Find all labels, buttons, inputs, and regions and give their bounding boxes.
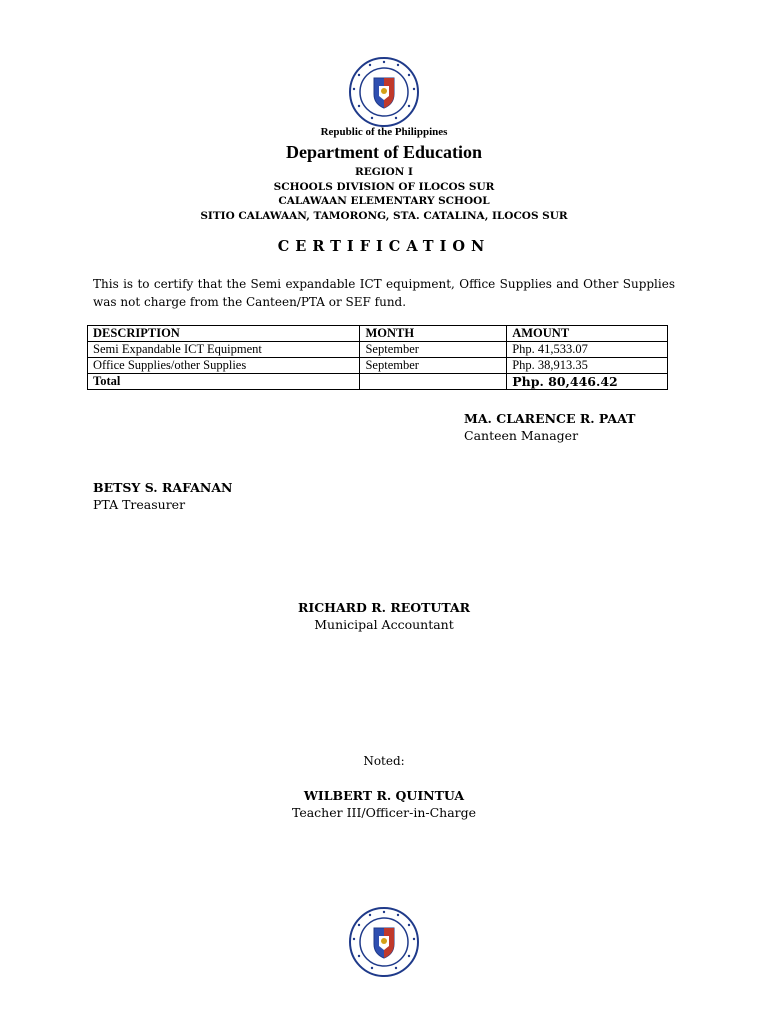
column-header-month: MONTH bbox=[360, 326, 507, 342]
division-line: SCHOOLS DIVISION OF ILOCOS SUR bbox=[273, 180, 495, 193]
signatory-role: PTA Treasurer bbox=[93, 497, 186, 512]
signatory-canteen-manager bbox=[464, 411, 635, 443]
signatory-name: BETSY S. RAFANAN bbox=[93, 480, 233, 495]
signatory-role: Municipal Accountant bbox=[314, 617, 454, 632]
total-amount: Php. 80,446.42 bbox=[507, 374, 668, 390]
column-header-description: DESCRIPTION bbox=[88, 326, 360, 342]
cell-amount: Php. 38,913.35 bbox=[507, 358, 668, 374]
total-label: Total bbox=[88, 374, 360, 390]
deped-seal-icon bbox=[348, 906, 420, 978]
signatory-name: MA. CLARENCE R. PAAT bbox=[464, 411, 636, 426]
signatory-officer-in-charge bbox=[0, 788, 768, 820]
column-header-amount: AMOUNT bbox=[507, 326, 668, 342]
signatory-role: Teacher III/Officer-in-Charge bbox=[291, 805, 477, 820]
deped-seal-icon bbox=[348, 56, 420, 128]
cell-description: Office Supplies/other Supplies bbox=[88, 358, 360, 374]
total-month bbox=[360, 374, 507, 390]
region-line: REGION I bbox=[355, 166, 413, 178]
department-name: Department of Education bbox=[286, 142, 482, 162]
signatory-role: Canteen Manager bbox=[464, 428, 579, 443]
table-row bbox=[88, 358, 668, 374]
signatory-municipal-accountant bbox=[0, 600, 768, 632]
cell-month: September bbox=[360, 358, 507, 374]
cell-description: Semi Expandable ICT Equipment bbox=[88, 342, 360, 358]
noted-label: Noted: bbox=[363, 754, 405, 768]
republic-line: Republic of the Philippines bbox=[320, 126, 448, 138]
table-total-row bbox=[88, 374, 668, 390]
table-header-row bbox=[88, 326, 668, 342]
letterhead bbox=[0, 126, 768, 223]
school-line: CALAWAAN ELEMENTARY SCHOOL bbox=[278, 195, 490, 207]
signatory-name: WILBERT R. QUINTUA bbox=[303, 788, 465, 803]
signatory-name: RICHARD R. REOTUTAR bbox=[297, 600, 471, 615]
cell-month: September bbox=[360, 342, 507, 358]
table-row bbox=[88, 342, 668, 358]
certification-text: This is to certify that the Semi expandable ICT equipment, Office Supplies and Other Supplies was not charge from the Canteen/PTA or SEF fund. bbox=[93, 277, 675, 309]
cell-amount: Php. 41,533.07 bbox=[507, 342, 668, 358]
signatory-pta-treasurer bbox=[93, 480, 232, 512]
address-line: SITIO CALAWAAN, TAMORONG, STA. CATALINA, ILOCOS SUR bbox=[200, 209, 568, 222]
document-title: CERTIFICATION bbox=[277, 238, 491, 255]
expense-table bbox=[87, 325, 668, 390]
